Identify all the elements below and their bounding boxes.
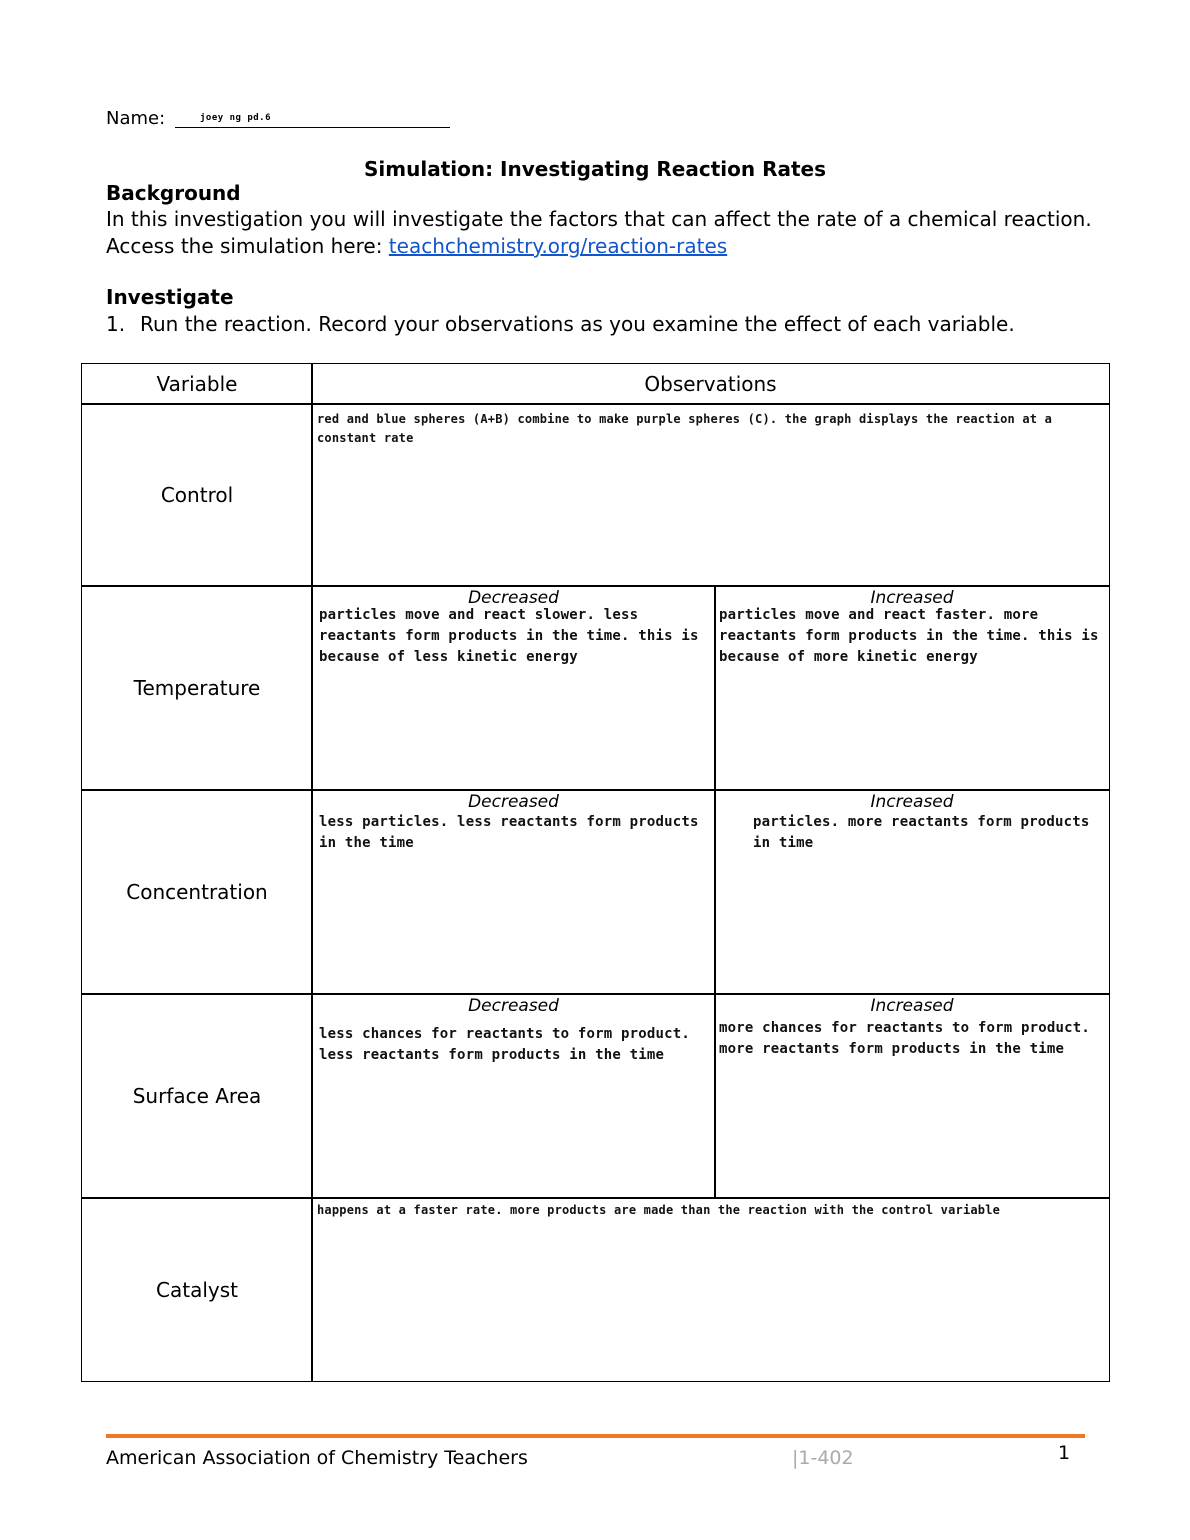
background-heading: Background bbox=[106, 181, 241, 205]
surface-area-increased-text: more chances for reactants to form product. more reactants form products in the time bbox=[719, 1020, 1091, 1057]
background-body: In this investigation you will investigate the factors that can affect the rate of a chemical reaction. Access the simulation here: bbox=[106, 207, 1092, 258]
name-label: Name: bbox=[106, 108, 166, 129]
investigate-heading: Investigate bbox=[106, 285, 234, 309]
observation-catalyst-text: happens at a faster rate. more products are made than the reaction with the control variable bbox=[317, 1203, 1001, 1217]
variable-surface-area: Surface Area bbox=[81, 993, 313, 1199]
decreased-label: Decreased bbox=[468, 996, 559, 1016]
temperature-increased-text: particles move and react faster. more reactants form products in the time. this is because of more kinetic energy bbox=[719, 607, 1099, 665]
increased-label: Increased bbox=[870, 792, 954, 812]
increased-label: Increased bbox=[870, 996, 954, 1016]
footer-code: |1-402 bbox=[792, 1447, 854, 1469]
variable-concentration: Concentration bbox=[81, 789, 313, 995]
footer-organization: American Association of Chemistry Teachers bbox=[106, 1447, 528, 1469]
surface-area-decreased-text: less chances for reactants to form product. less reactants form products in the time bbox=[319, 1026, 691, 1063]
surface-area-increased-cell[interactable] bbox=[714, 993, 1110, 1199]
temperature-decreased-text: particles move and react slower. less reactants form products in the time. this is because of less kinetic energy bbox=[319, 607, 699, 665]
simulation-link[interactable]: teachchemistry.org/reaction-rates bbox=[388, 234, 728, 258]
temperature-increased-cell[interactable] bbox=[714, 585, 1110, 791]
page-title: Simulation: Investigating Reaction Rates bbox=[364, 157, 826, 181]
temperature-decreased-cell[interactable] bbox=[311, 585, 716, 791]
variable-temperature: Temperature bbox=[81, 585, 313, 791]
name-line bbox=[175, 127, 450, 128]
concentration-increased-cell[interactable] bbox=[714, 789, 1110, 995]
decreased-label: Decreased bbox=[468, 588, 559, 608]
increased-label: Increased bbox=[870, 588, 954, 608]
header-variable: Variable bbox=[81, 363, 313, 405]
step-number: 1. bbox=[106, 312, 126, 336]
step-1 bbox=[106, 312, 1015, 336]
background-text bbox=[106, 206, 1106, 260]
observation-control-text: red and blue spheres (A+B) combine to make purple spheres (C). the graph displays the reaction at a constant rate bbox=[317, 412, 1053, 445]
concentration-decreased-cell[interactable] bbox=[311, 789, 716, 995]
page-number: 1 bbox=[1058, 1442, 1071, 1464]
variable-control: Control bbox=[81, 403, 313, 587]
concentration-decreased-text: less particles. less reactants form products in the time bbox=[319, 814, 699, 851]
concentration-increased-text: particles. more reactants form products in time bbox=[753, 814, 1090, 851]
footer-rule bbox=[106, 1434, 1085, 1438]
observation-control[interactable] bbox=[311, 403, 1110, 587]
decreased-label: Decreased bbox=[468, 792, 559, 812]
header-observations: Observations bbox=[311, 363, 1110, 405]
step-text: Run the reaction. Record your observations as you examine the effect of each variable. bbox=[140, 312, 1015, 336]
surface-area-decreased-cell[interactable] bbox=[311, 993, 716, 1199]
observation-catalyst[interactable] bbox=[311, 1197, 1110, 1382]
name-value[interactable]: joey ng pd.6 bbox=[200, 113, 272, 123]
variable-catalyst: Catalyst bbox=[81, 1197, 313, 1382]
